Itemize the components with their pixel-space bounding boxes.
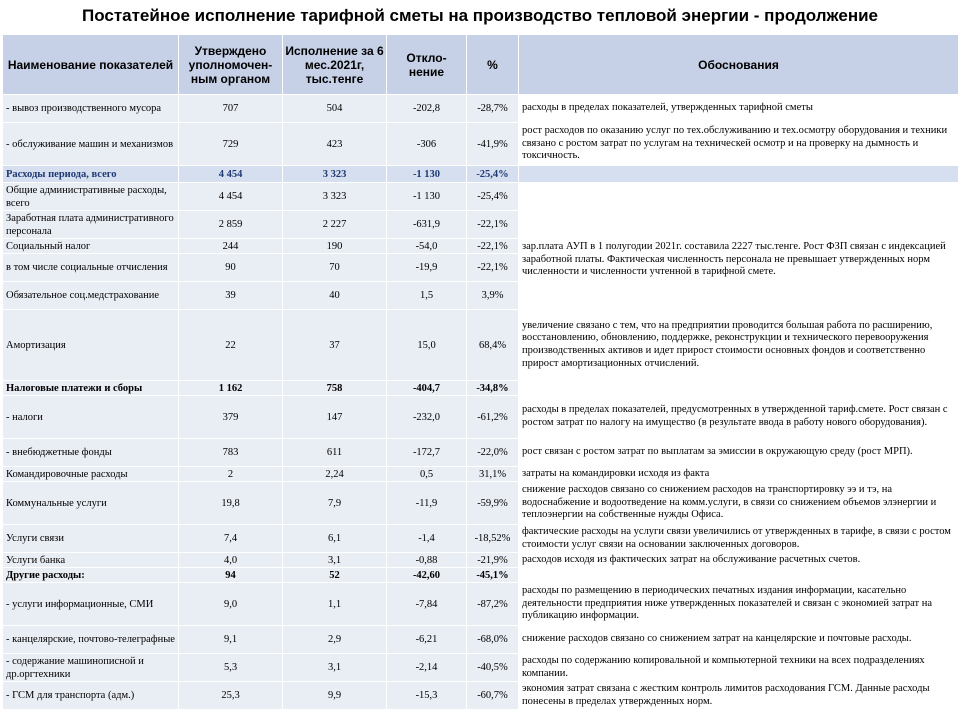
- table-row: [3, 626, 959, 654]
- row-actual: 3,1: [283, 553, 387, 568]
- row-name: - налоги: [3, 396, 179, 439]
- row-approved: 39: [179, 282, 283, 310]
- row-approved: 9,1: [179, 626, 283, 654]
- row-justification: рост расходов по оказанию услуг по тех.обслуживанию и тех.осмотру оборудования и техники связано с ростом затрат по услугам на техническей осмотр и на проверку на дымность и токсичность.: [519, 123, 959, 166]
- row-percent: 68,4%: [467, 310, 519, 381]
- row-justification: расходы по содержанию копировальной и компьютерной техники на всех подразделениях компании.: [519, 654, 959, 682]
- row-percent: -22,0%: [467, 439, 519, 467]
- row-percent: -40,5%: [467, 654, 519, 682]
- row-justification: увеличение связано с тем, что на предприятии проводится большая работа по расширению, восстановлению, обновлению, поддержке, реконструкции и технического перевооружения производственных активов и идет прирост стоимости основных фондов и соответственно прирост амортизационных отчислений.: [519, 310, 959, 381]
- row-name: - обслуживание машин и механизмов: [3, 123, 179, 166]
- row-deviation: -6,21: [387, 626, 467, 654]
- header-name: Наименование показателей: [3, 35, 179, 95]
- row-percent: -21,9%: [467, 553, 519, 568]
- row-approved: 244: [179, 239, 283, 254]
- row-justification: расходы в пределах показателей, предусмотренных в утвержденной тариф.смете. Рост связан с ростом затрат по налогу на имущество (в результате ввода в работу нового оборудования).: [519, 396, 959, 439]
- row-percent: -41,9%: [467, 123, 519, 166]
- row-percent: -22,1%: [467, 254, 519, 282]
- table-row: [3, 682, 959, 710]
- row-actual: 2 227: [283, 211, 387, 239]
- row-justification: экономия затрат связана с жестким контроль лимитов расходования ГСМ. Данные расходы понесены в пределах утвержденных норм.: [519, 682, 959, 710]
- row-deviation: -11,9: [387, 482, 467, 525]
- row-deviation: -1 130: [387, 166, 467, 183]
- row-approved: 2 859: [179, 211, 283, 239]
- table-row: [3, 211, 959, 239]
- row-actual: 3,1: [283, 654, 387, 682]
- row-percent: -87,2%: [467, 583, 519, 626]
- row-justification: расходов исходя из фактических затрат на обслуживание расчетных счетов.: [519, 553, 959, 568]
- table-row: [3, 183, 959, 211]
- row-name: Другие расходы:: [3, 568, 179, 583]
- row-actual: 2,24: [283, 467, 387, 482]
- row-actual: 3 323: [283, 183, 387, 211]
- table-row: [3, 482, 959, 525]
- row-name: Общие административные расходы, всего: [3, 183, 179, 211]
- table-row: [3, 166, 959, 183]
- table-row: [3, 525, 959, 553]
- header-row: [3, 35, 959, 95]
- row-name: Налоговые платежи и сборы: [3, 381, 179, 396]
- table-row: [3, 439, 959, 467]
- row-name: Услуги банка: [3, 553, 179, 568]
- row-deviation: -306: [387, 123, 467, 166]
- row-percent: -45,1%: [467, 568, 519, 583]
- row-percent: -34,8%: [467, 381, 519, 396]
- row-name: Социальный налог: [3, 239, 179, 254]
- row-approved: 1 162: [179, 381, 283, 396]
- row-name: Расходы периода, всего: [3, 166, 179, 183]
- row-percent: -28,7%: [467, 95, 519, 123]
- row-deviation: -202,8: [387, 95, 467, 123]
- row-name: Амортизация: [3, 310, 179, 381]
- row-deviation: 0,5: [387, 467, 467, 482]
- row-name: Услуги связи: [3, 525, 179, 553]
- row-name: Коммунальные услуги: [3, 482, 179, 525]
- row-approved: 707: [179, 95, 283, 123]
- row-justification: [519, 183, 959, 211]
- row-name: - вывоз производственного мусора: [3, 95, 179, 123]
- row-actual: 52: [283, 568, 387, 583]
- row-actual: 611: [283, 439, 387, 467]
- row-deviation: -172,7: [387, 439, 467, 467]
- row-deviation: -0,88: [387, 553, 467, 568]
- row-deviation: -54,0: [387, 239, 467, 254]
- table-row: [3, 396, 959, 439]
- row-justification: расходы в пределах показателей, утвержденных тарифной сметы: [519, 95, 959, 123]
- row-justification: [519, 568, 959, 583]
- table-row: [3, 310, 959, 381]
- row-actual: 9,9: [283, 682, 387, 710]
- row-approved: 7,4: [179, 525, 283, 553]
- header-approved: Утверждено уполномочен-ным органом: [179, 35, 283, 95]
- row-justification: [519, 381, 959, 396]
- row-justification: снижение расходов связано со снижением затрат на канцелярские и почтовые расходы.: [519, 626, 959, 654]
- row-percent: -61,2%: [467, 396, 519, 439]
- table-row: [3, 583, 959, 626]
- row-deviation: 1,5: [387, 282, 467, 310]
- row-name: - ГСМ для транспорта (адм.): [3, 682, 179, 710]
- header-percent: %: [467, 35, 519, 95]
- page-title: Постатейное исполнение тарифной сметы на производство тепловой энергии - продолжение: [81, 6, 879, 25]
- row-percent: -59,9%: [467, 482, 519, 525]
- row-justification: зар.плата АУП в 1 полугодии 2021г. составила 2227 тыс.тенге. Рост ФЗП связан с индексацией заработной платы. Фактическая численность персонала не превышает утвержденных норм численности и численности учтенной в тарифной смете.: [519, 211, 959, 310]
- row-actual: 423: [283, 123, 387, 166]
- row-actual: 1,1: [283, 583, 387, 626]
- row-deviation: -1 130: [387, 183, 467, 211]
- row-actual: 758: [283, 381, 387, 396]
- table-row: [3, 568, 959, 583]
- row-approved: 5,3: [179, 654, 283, 682]
- row-name: Обязательное соц.медстрахование: [3, 282, 179, 310]
- row-deviation: 15,0: [387, 310, 467, 381]
- row-deviation: -15,3: [387, 682, 467, 710]
- row-actual: 3 323: [283, 166, 387, 183]
- table-row: [3, 654, 959, 682]
- row-percent: -60,7%: [467, 682, 519, 710]
- row-approved: 729: [179, 123, 283, 166]
- row-justification: [519, 166, 959, 183]
- row-justification: рост связан с ростом затрат по выплатам за эмиссии в окружающую среду (рост МРП).: [519, 439, 959, 467]
- row-percent: 31,1%: [467, 467, 519, 482]
- row-deviation: -631,9: [387, 211, 467, 239]
- row-approved: 2: [179, 467, 283, 482]
- header-deviation: Откло-нение: [387, 35, 467, 95]
- row-percent: -68,0%: [467, 626, 519, 654]
- row-justification: фактические расходы на услуги связи увеличились от утвержденных в тарифе, в связи с ростом стоимости услуг связи на основании заключенных договоров.: [519, 525, 959, 553]
- row-percent: -22,1%: [467, 239, 519, 254]
- row-percent: -22,1%: [467, 211, 519, 239]
- header-actual: Исполнение за 6 мес.2021г, тыс.тенге: [283, 35, 387, 95]
- table-row: [3, 95, 959, 123]
- row-actual: 190: [283, 239, 387, 254]
- row-deviation: -232,0: [387, 396, 467, 439]
- row-actual: 7,9: [283, 482, 387, 525]
- row-percent: -18,52%: [467, 525, 519, 553]
- row-approved: 783: [179, 439, 283, 467]
- row-approved: 22: [179, 310, 283, 381]
- row-actual: 70: [283, 254, 387, 282]
- row-name: Заработная плата административного персонала: [3, 211, 179, 239]
- row-approved: 90: [179, 254, 283, 282]
- row-deviation: -7,84: [387, 583, 467, 626]
- row-percent: 3,9%: [467, 282, 519, 310]
- row-approved: 4,0: [179, 553, 283, 568]
- row-deviation: -404,7: [387, 381, 467, 396]
- table-row: [3, 381, 959, 396]
- row-name: - содержание машинописной и др.оргтехники: [3, 654, 179, 682]
- row-percent: -25,4%: [467, 183, 519, 211]
- row-approved: 4 454: [179, 183, 283, 211]
- tariff-estimate-table: [2, 34, 959, 710]
- header-justification: Обоснования: [519, 35, 959, 95]
- row-actual: 40: [283, 282, 387, 310]
- row-name: - услуги информационные, СМИ: [3, 583, 179, 626]
- row-actual: 2,9: [283, 626, 387, 654]
- row-actual: 37: [283, 310, 387, 381]
- row-actual: 6,1: [283, 525, 387, 553]
- row-approved: 25,3: [179, 682, 283, 710]
- row-deviation: -19,9: [387, 254, 467, 282]
- row-justification: расходы по размещению в периодических печатных издания информации, касательно деятельности предприятия ниже утвержденных показателей и связан с экономией затрат на публикацию информации.: [519, 583, 959, 626]
- row-approved: 4 454: [179, 166, 283, 183]
- row-name: в том числе социальные отчисления: [3, 254, 179, 282]
- row-name: - внебюджетные фонды: [3, 439, 179, 467]
- row-approved: 94: [179, 568, 283, 583]
- row-approved: 379: [179, 396, 283, 439]
- row-approved: 9,0: [179, 583, 283, 626]
- row-name: - канцелярские, почтово-телеграфные: [3, 626, 179, 654]
- row-name: Командировочные расходы: [3, 467, 179, 482]
- row-deviation: -1,4: [387, 525, 467, 553]
- row-percent: -25,4%: [467, 166, 519, 183]
- row-justification: затраты на командировки исходя из факта: [519, 467, 959, 482]
- row-approved: 19,8: [179, 482, 283, 525]
- row-actual: 504: [283, 95, 387, 123]
- table-row: [3, 123, 959, 166]
- row-deviation: -42,60: [387, 568, 467, 583]
- table-row: [3, 553, 959, 568]
- row-deviation: -2,14: [387, 654, 467, 682]
- row-actual: 147: [283, 396, 387, 439]
- row-justification: снижение расходов связано со снижением расходов на транспортировку ээ и тэ, на водоснабжение и водоотведение на комм.услуги, в связи со снижением объемов элэнергии и теплоэнергии на собственные нужды Офиса.: [519, 482, 959, 525]
- table-row: [3, 467, 959, 482]
